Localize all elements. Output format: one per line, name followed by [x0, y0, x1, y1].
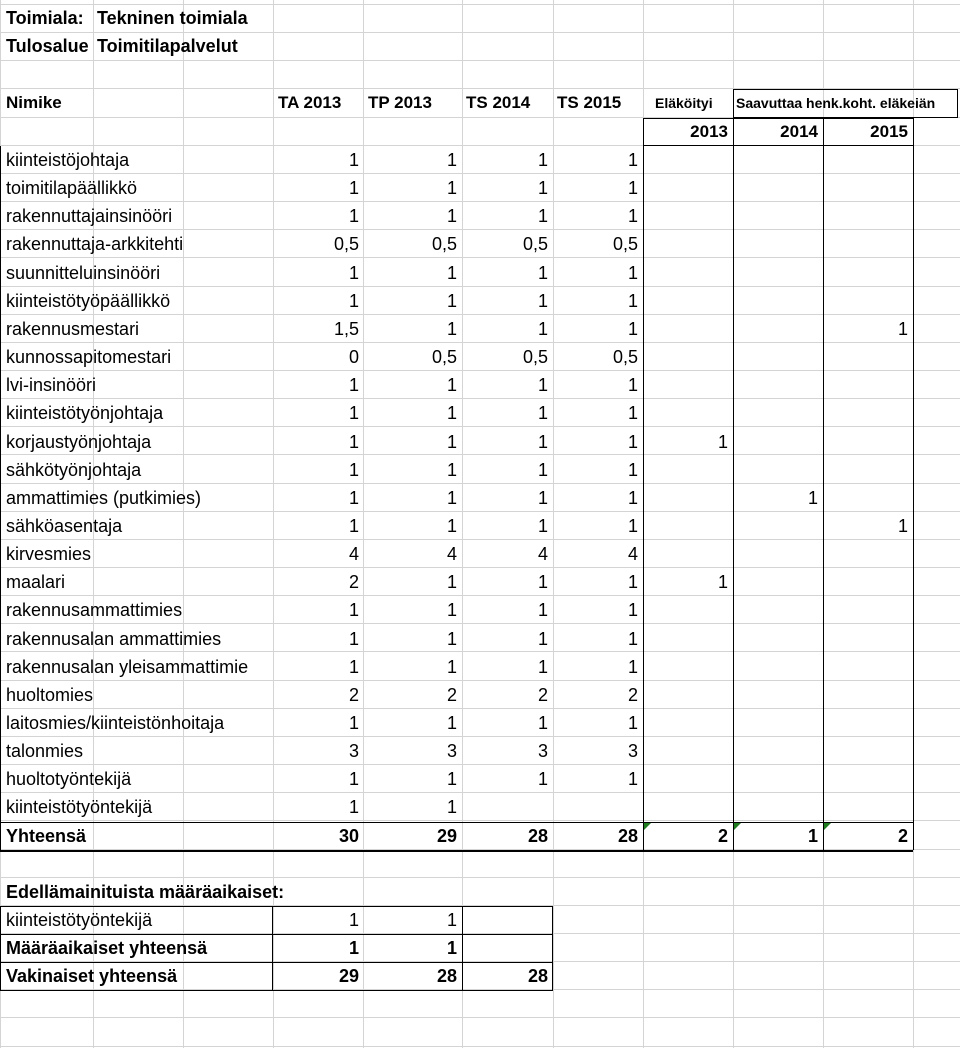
table-row: [0, 568, 960, 596]
border-line: [552, 906, 553, 991]
cell-e2015[interactable]: [823, 596, 913, 624]
cell-ta2013[interactable]: 1: [348, 769, 359, 789]
cell-ts2014[interactable]: 1: [537, 629, 548, 649]
cell-ts2014[interactable]: 1: [537, 460, 548, 480]
cell-tp2013[interactable]: 0,5: [431, 234, 457, 254]
cell-e2015[interactable]: 1: [897, 516, 908, 536]
cell-e2013[interactable]: [643, 793, 733, 821]
cell-ta2013[interactable]: 2: [348, 572, 359, 592]
cell-ts2014[interactable]: 1: [537, 291, 548, 311]
cell-ts2015[interactable]: 3: [627, 741, 638, 761]
border-line: [0, 822, 913, 823]
cell-ta2013[interactable]: 1,5: [333, 319, 359, 339]
table-row: [0, 681, 960, 709]
cell-e2013[interactable]: [643, 343, 733, 371]
cell-tp2013[interactable]: 1: [446, 319, 457, 339]
row-label: lvi-insinööri: [6, 375, 97, 395]
cell-e2014[interactable]: [733, 202, 823, 230]
table-row: [0, 343, 960, 371]
cell-ts2015[interactable]: 4: [627, 544, 638, 564]
cell-ta2013[interactable]: 29: [338, 966, 359, 986]
cell-e2015[interactable]: [823, 737, 913, 765]
cell-e2015[interactable]: [823, 174, 913, 202]
row-label: laitosmies/kiinteistönhoitaja: [6, 713, 225, 733]
cell-tp2013[interactable]: 1: [446, 516, 457, 536]
cell-e2015[interactable]: [823, 681, 913, 709]
cell-tp2013[interactable]: 1: [446, 375, 457, 395]
table-row: [0, 709, 960, 737]
cell-e2014[interactable]: [733, 625, 823, 653]
cell-ts2015[interactable]: 1: [627, 403, 638, 423]
cell-e2015[interactable]: [823, 230, 913, 258]
cell-ta2013[interactable]: 1: [348, 910, 359, 930]
temporary-section: [0, 878, 960, 906]
cell-ts2015[interactable]: 1: [627, 488, 638, 508]
cell-e2015[interactable]: [823, 568, 913, 596]
cell-ts2014[interactable]: 1: [537, 488, 548, 508]
cell-ts2014[interactable]: 1: [537, 516, 548, 536]
border-line: [733, 118, 734, 850]
cell-e2014[interactable]: [733, 681, 823, 709]
cell-e2013[interactable]: [643, 371, 733, 399]
row-label: Määräaikaiset yhteensä: [6, 938, 208, 958]
table-row: [0, 287, 960, 315]
cell-e2013[interactable]: 2: [717, 826, 728, 846]
cell-tp2013[interactable]: 1: [446, 572, 457, 592]
border-line: [643, 118, 644, 850]
cell-e2013[interactable]: [643, 315, 733, 343]
cell-ts2014[interactable]: 1: [537, 150, 548, 170]
cell-e2013[interactable]: [643, 399, 733, 427]
col-ts2014: TS 2014: [466, 93, 531, 112]
cell-ts2014[interactable]: 28: [527, 826, 548, 846]
cell-e2014[interactable]: [733, 737, 823, 765]
cell-ts2014[interactable]: 1: [537, 713, 548, 733]
table-row: [0, 596, 960, 624]
cell-tp2013[interactable]: 1: [446, 910, 457, 930]
cell-ts2015[interactable]: [553, 793, 643, 821]
cell-e2015[interactable]: [823, 343, 913, 371]
cell-ts2015[interactable]: 1: [627, 629, 638, 649]
col-year-2015: 2015: [870, 122, 908, 141]
cell-e2013[interactable]: [643, 765, 733, 793]
cell-tp2013[interactable]: 1: [446, 629, 457, 649]
table-row: [0, 456, 960, 484]
cell-tp2013[interactable]: 1: [446, 263, 457, 283]
cell-e2013[interactable]: [643, 540, 733, 568]
cell-ta2013[interactable]: 4: [348, 544, 359, 564]
cell-tp2013[interactable]: 1: [446, 769, 457, 789]
row-label: rakennusammattimies: [6, 600, 183, 620]
error-flag-icon: [734, 823, 741, 830]
cell-ts2015[interactable]: 1: [627, 291, 638, 311]
cell-e2013[interactable]: [643, 202, 733, 230]
row-label: Yhteensä: [6, 826, 87, 846]
row-label: toimitilapäällikkö: [6, 178, 138, 198]
cell-e2014[interactable]: [733, 512, 823, 540]
row-toimiala: [0, 4, 960, 32]
cell-tp2013[interactable]: 1: [446, 657, 457, 677]
total-row-cells: [0, 822, 960, 850]
table-row: [0, 174, 960, 202]
border-line: [0, 962, 553, 963]
temporary-title: Edellämainituista määräaikaiset:: [6, 882, 285, 902]
cell-e2015[interactable]: [823, 484, 913, 512]
cell-e2013[interactable]: [643, 174, 733, 202]
table-row: [0, 737, 960, 765]
cell-ts2015[interactable]: 1: [627, 178, 638, 198]
cell-ts2014[interactable]: [462, 934, 553, 962]
cell-e2013[interactable]: [643, 259, 733, 287]
cell-e2015[interactable]: [823, 287, 913, 315]
cell-ts2015[interactable]: 0,5: [612, 234, 638, 254]
table-row: [0, 765, 960, 793]
cell-tp2013[interactable]: 1: [446, 150, 457, 170]
cell-e2013[interactable]: 1: [717, 432, 728, 452]
cell-tp2013[interactable]: 1: [446, 178, 457, 198]
cell-ts2014[interactable]: 0,5: [522, 234, 548, 254]
row-label: kunnossapitomestari: [6, 347, 172, 367]
cell-e2015[interactable]: [823, 146, 913, 174]
cell-ta2013[interactable]: 1: [348, 657, 359, 677]
row-tulosalue: [0, 32, 960, 60]
cell-e2015[interactable]: [823, 765, 913, 793]
cell-e2014[interactable]: [733, 765, 823, 793]
cell-e2015[interactable]: [823, 540, 913, 568]
temporary-row: [0, 934, 960, 962]
cell-e2014[interactable]: [733, 540, 823, 568]
cell-ts2015[interactable]: 1: [627, 657, 638, 677]
cell-tp2013[interactable]: 0,5: [431, 347, 457, 367]
cell-ta2013[interactable]: 2: [348, 685, 359, 705]
cell-ts2014[interactable]: 28: [527, 966, 548, 986]
cell-ts2014[interactable]: [462, 793, 553, 821]
table-row: [0, 512, 960, 540]
cell-ts2014[interactable]: 1: [537, 263, 548, 283]
table-row: [0, 259, 960, 287]
cell-ts2014[interactable]: 1: [537, 769, 548, 789]
cell-tp2013[interactable]: 1: [446, 206, 457, 226]
table-row: [0, 625, 960, 653]
cell-e2013[interactable]: [643, 596, 733, 624]
error-flag-icon: [824, 823, 831, 830]
cell-e2014[interactable]: [733, 456, 823, 484]
cell-e2013[interactable]: [643, 230, 733, 258]
border-line: [272, 906, 273, 991]
row-label: suunnitteluinsinööri: [6, 263, 161, 283]
year-header-row: [0, 118, 960, 146]
col-ta2013: TA 2013: [278, 93, 342, 112]
cell-ts2015[interactable]: 28: [617, 826, 638, 846]
cell-ts2015[interactable]: 1: [627, 319, 638, 339]
border-line: [0, 906, 553, 907]
column-header-row: [0, 89, 960, 117]
cell-e2013[interactable]: [643, 456, 733, 484]
cell-e2015[interactable]: [823, 793, 913, 821]
border-line: [643, 118, 913, 119]
col-tp2013: TP 2013: [368, 93, 432, 112]
cell-ts2015[interactable]: 2: [627, 685, 638, 705]
cell-e2013[interactable]: [643, 287, 733, 315]
cell-ta2013[interactable]: 1: [348, 600, 359, 620]
cell-e2014[interactable]: [733, 399, 823, 427]
table-row: [0, 146, 960, 174]
cell-ta2013[interactable]: 1: [348, 432, 359, 452]
cell-ts2014[interactable]: 0,5: [522, 347, 548, 367]
toimiala-label: Toimiala:: [6, 8, 84, 28]
cell-ta2013[interactable]: 1: [348, 460, 359, 480]
cell-e2013[interactable]: [643, 484, 733, 512]
row-label: kiinteistötyönjohtaja: [6, 403, 164, 423]
table-row: [0, 230, 960, 258]
cell-ts2015[interactable]: 1: [627, 206, 638, 226]
border-line: [0, 990, 553, 991]
temporary-row: [0, 962, 960, 990]
cell-ta2013[interactable]: 1: [348, 178, 359, 198]
cell-e2014[interactable]: [733, 343, 823, 371]
col-elakoityi: Eläköityi: [655, 95, 713, 111]
cell-ts2015[interactable]: 1: [627, 713, 638, 733]
cell-ts2014[interactable]: 4: [537, 544, 548, 564]
grid-row-line: [0, 1017, 960, 1018]
cell-ta2013[interactable]: 0: [348, 347, 359, 367]
cell-e2014[interactable]: [733, 596, 823, 624]
cell-tp2013[interactable]: 29: [436, 826, 457, 846]
cell-e2014[interactable]: [733, 371, 823, 399]
table-row: [0, 399, 960, 427]
cell-ts2015[interactable]: 1: [627, 769, 638, 789]
cell-e2014[interactable]: [733, 709, 823, 737]
row-label: rakennusalan yleisammattimie: [6, 657, 249, 677]
cell-ts2014[interactable]: 1: [537, 432, 548, 452]
cell-ts2015[interactable]: 1: [627, 375, 638, 395]
cell-ts2015[interactable]: 0,5: [612, 347, 638, 367]
border-line: [0, 146, 1, 850]
cell-ta2013[interactable]: 1: [348, 206, 359, 226]
cell-ta2013[interactable]: 30: [338, 826, 359, 846]
error-flag-icon: [644, 823, 651, 830]
cell-tp2013[interactable]: 1: [446, 938, 457, 958]
cell-e2013[interactable]: [643, 512, 733, 540]
cell-ta2013[interactable]: 3: [348, 741, 359, 761]
row-label: rakennusalan ammattimies: [6, 629, 222, 649]
cell-ts2015[interactable]: 1: [627, 460, 638, 480]
row-label: sähkötyönjohtaja: [6, 460, 142, 480]
table-row: [0, 428, 960, 456]
cell-e2013[interactable]: [643, 709, 733, 737]
row-label: maalari: [6, 572, 66, 592]
cell-ta2013[interactable]: 0,5: [333, 234, 359, 254]
table-row: [0, 371, 960, 399]
cell-ts2015[interactable]: 1: [627, 516, 638, 536]
cell-tp2013[interactable]: 1: [446, 432, 457, 452]
row-label: kirvesmies: [6, 544, 92, 564]
cell-ts2015[interactable]: 1: [627, 263, 638, 283]
cell-e2014[interactable]: [733, 793, 823, 821]
row-label: huoltomies: [6, 685, 94, 705]
toimiala-value: Tekninen toimiala: [97, 8, 248, 28]
row-label: kiinteistötyöntekijä: [6, 797, 153, 817]
col-year-2014: 2014: [780, 122, 818, 141]
cell-e2015[interactable]: [823, 653, 913, 681]
row-label: korjaustyönjohtaja: [6, 432, 152, 452]
cell-ta2013[interactable]: 1: [348, 291, 359, 311]
border-line: [0, 850, 913, 852]
cell-tp2013[interactable]: 1: [446, 797, 457, 817]
border-line: [462, 906, 463, 991]
cell-ts2014[interactable]: 1: [537, 572, 548, 592]
row-label: sähköasentaja: [6, 516, 123, 536]
col-nimike: Nimike: [6, 93, 62, 112]
cell-e2015[interactable]: [823, 709, 913, 737]
cell-ta2013[interactable]: 1: [348, 713, 359, 733]
cell-tp2013[interactable]: 1: [446, 291, 457, 311]
cell-ta2013[interactable]: 1: [348, 488, 359, 508]
cell-ts2014[interactable]: 1: [537, 178, 548, 198]
border-line: [643, 145, 913, 146]
cell-ta2013[interactable]: 1: [348, 516, 359, 536]
table-row: [0, 793, 960, 821]
cell-e2014[interactable]: [733, 146, 823, 174]
row-label: huoltotyöntekijä: [6, 769, 132, 789]
table-row: [0, 653, 960, 681]
table-row: [0, 202, 960, 230]
col-year-2013: 2013: [690, 122, 728, 141]
border-line: [733, 89, 958, 90]
row-label: ammattimies (putkimies): [6, 488, 202, 508]
row-label: kiinteistötyöntekijä: [6, 910, 153, 930]
cell-ta2013[interactable]: 1: [348, 403, 359, 423]
row-label: kiinteistöjohtaja: [6, 150, 130, 170]
cell-ts2015[interactable]: 1: [627, 600, 638, 620]
border-line: [823, 118, 824, 850]
tulosalue-label: Tulosalue: [6, 36, 89, 56]
cell-ts2015[interactable]: 1: [627, 150, 638, 170]
cell-e2014[interactable]: 1: [807, 826, 818, 846]
tulosalue-value: Toimitilapalvelut: [97, 36, 238, 56]
grid-row-line: [0, 1046, 960, 1047]
border-line: [913, 118, 914, 850]
table-row: [0, 484, 960, 512]
cell-ts2014[interactable]: 1: [537, 206, 548, 226]
cell-tp2013[interactable]: 4: [446, 544, 457, 564]
row-label: rakennusmestari: [6, 319, 140, 339]
cell-e2014[interactable]: [733, 568, 823, 596]
cell-e2015[interactable]: [823, 371, 913, 399]
cell-e2014[interactable]: [733, 259, 823, 287]
cell-tp2013[interactable]: 3: [446, 741, 457, 761]
cell-e2013[interactable]: [643, 625, 733, 653]
cell-e2015[interactable]: [823, 202, 913, 230]
cell-e2014[interactable]: [733, 287, 823, 315]
cell-ts2014[interactable]: 1: [537, 600, 548, 620]
cell-tp2013[interactable]: 2: [446, 685, 457, 705]
table-row: [0, 540, 960, 568]
cell-e2015[interactable]: [823, 456, 913, 484]
temporary-row: [0, 906, 960, 934]
cell-ta2013[interactable]: 1: [348, 938, 359, 958]
cell-tp2013[interactable]: 1: [446, 600, 457, 620]
cell-tp2013[interactable]: 28: [436, 966, 457, 986]
col-ts2015: TS 2015: [557, 93, 622, 112]
cell-e2014[interactable]: 1: [807, 488, 818, 508]
row-label: rakennuttajainsinööri: [6, 206, 173, 226]
cell-ts2015[interactable]: 1: [627, 432, 638, 452]
border-line: [0, 934, 553, 935]
row-label: rakennuttaja-arkkitehti: [6, 234, 184, 254]
cell-e2014[interactable]: [733, 315, 823, 343]
cell-e2014[interactable]: [733, 653, 823, 681]
cell-e2015[interactable]: 2: [897, 826, 908, 846]
row-label: Vakinaiset yhteensä: [6, 966, 178, 986]
border-line: [0, 906, 1, 991]
cell-ts2014[interactable]: 1: [537, 657, 548, 677]
cell-ts2015[interactable]: 1: [627, 572, 638, 592]
cell-ta2013[interactable]: 1: [348, 263, 359, 283]
cell-e2013[interactable]: 1: [717, 572, 728, 592]
grid-row-line: [0, 60, 960, 61]
cell-e2015[interactable]: [823, 399, 913, 427]
cell-tp2013[interactable]: 1: [446, 403, 457, 423]
cell-e2015[interactable]: [823, 428, 913, 456]
table-row: [0, 315, 960, 343]
cell-ts2014[interactable]: 1: [537, 319, 548, 339]
cell-ts2014[interactable]: 1: [537, 403, 548, 423]
cell-e2013[interactable]: [643, 146, 733, 174]
cell-e2013[interactable]: [643, 653, 733, 681]
cell-ts2014[interactable]: 3: [537, 741, 548, 761]
border-line: [733, 89, 734, 118]
cell-e2015[interactable]: [823, 625, 913, 653]
row-label: kiinteistötyöpäällikkö: [6, 291, 171, 311]
cell-e2014[interactable]: [733, 174, 823, 202]
cell-e2013[interactable]: [643, 737, 733, 765]
cell-e2015[interactable]: [823, 259, 913, 287]
col-saavuttaa: Saavuttaa henk.koht. eläkeiän: [736, 95, 936, 111]
cell-tp2013[interactable]: 1: [446, 713, 457, 733]
cell-tp2013[interactable]: 1: [446, 460, 457, 480]
cell-ta2013[interactable]: 1: [348, 797, 359, 817]
cell-e2014[interactable]: [733, 428, 823, 456]
cell-e2015[interactable]: 1: [897, 319, 908, 339]
border-line: [957, 89, 958, 118]
cell-ts2014[interactable]: 1: [537, 375, 548, 395]
cell-e2014[interactable]: [733, 230, 823, 258]
cell-e2013[interactable]: [643, 681, 733, 709]
cell-ts2014[interactable]: [462, 906, 553, 934]
cell-ta2013[interactable]: 1: [348, 375, 359, 395]
cell-ts2014[interactable]: 2: [537, 685, 548, 705]
cell-ta2013[interactable]: 1: [348, 629, 359, 649]
cell-tp2013[interactable]: 1: [446, 488, 457, 508]
row-label: talonmies: [6, 741, 84, 761]
cell-ta2013[interactable]: 1: [348, 150, 359, 170]
